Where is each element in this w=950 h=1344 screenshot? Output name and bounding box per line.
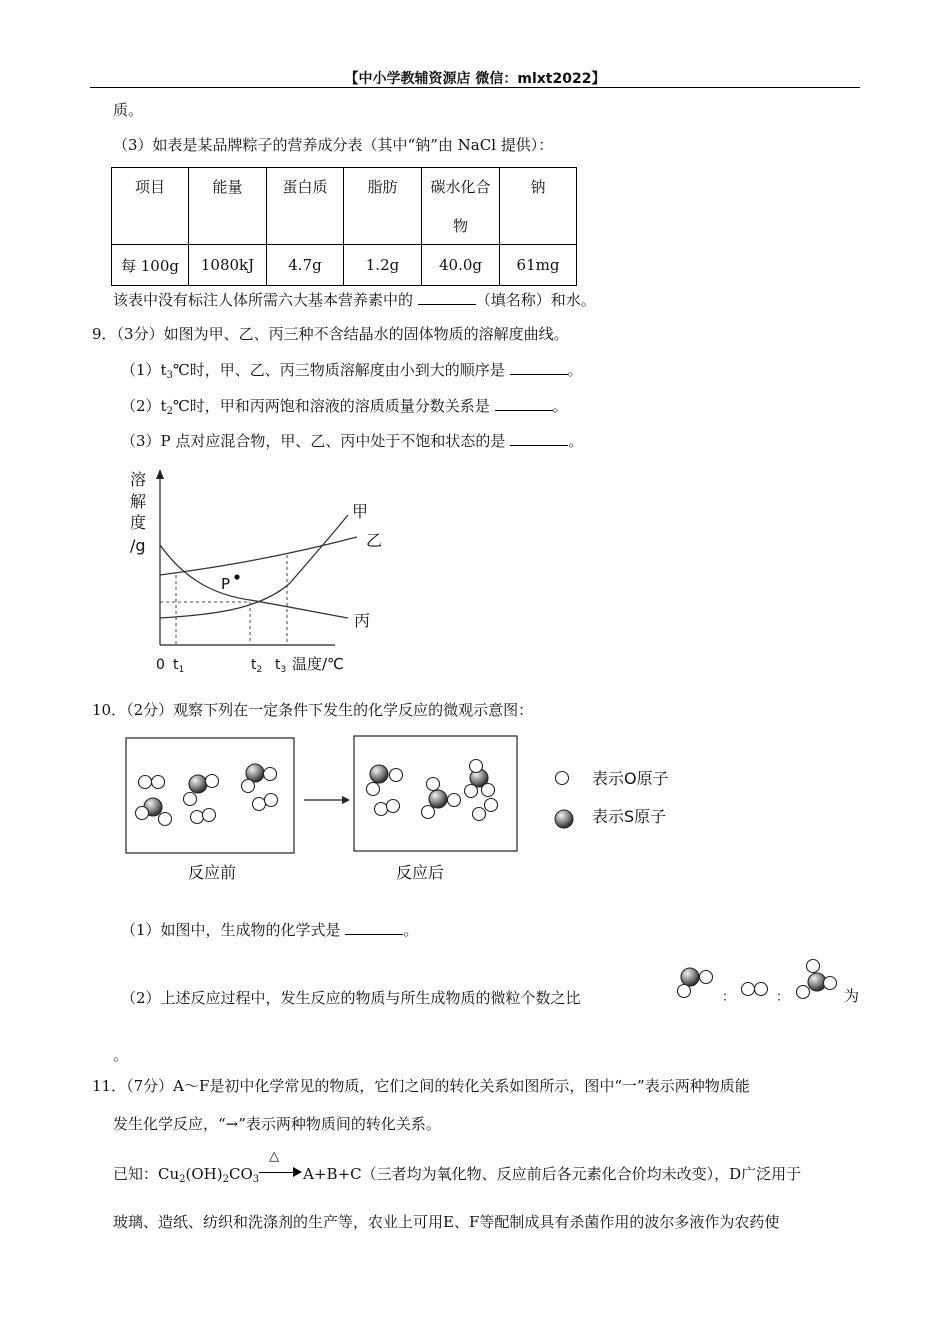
legend-s-label: 表示S原子 <box>592 807 667 826</box>
o-atom <box>390 769 403 782</box>
after-label: 反应后 <box>396 863 445 882</box>
o-atom <box>152 776 165 789</box>
o-atom <box>465 785 478 798</box>
o-atom <box>191 811 204 824</box>
o-atom <box>473 808 486 821</box>
ratio-separator: ： <box>776 990 790 1005</box>
q8-line-tail: 质。 <box>113 101 144 119</box>
heating-arrow <box>259 1149 303 1179</box>
reaction-diagram <box>120 730 700 890</box>
header-divider <box>90 87 860 88</box>
table-header-cell: 蛋白质 <box>267 168 344 245</box>
so3-o-atom <box>824 977 837 990</box>
svg-text:解: 解 <box>130 492 147 511</box>
y-axis-arrow <box>156 469 164 479</box>
o-atom <box>470 760 483 773</box>
s-atom <box>429 790 447 808</box>
so2-s-atom <box>681 968 699 986</box>
o2-o-atom <box>755 983 768 996</box>
legend-o-icon <box>556 772 569 785</box>
y-axis-label <box>130 470 146 555</box>
o-atom <box>448 794 461 807</box>
svg-text:/g: /g <box>130 536 146 555</box>
o2-o-atom <box>742 983 755 996</box>
q10-tail: 。 <box>113 1046 129 1064</box>
answer-blank[interactable] <box>495 396 553 411</box>
legend-o-label: 表示O原子 <box>592 769 669 788</box>
o-atom <box>184 793 197 806</box>
point-p-label: P <box>221 575 231 593</box>
q8-sub3: （3）如表是某品牌粽子的营养成分表（其中“钠”由 NaCl 提供）： <box>113 136 554 154</box>
table-header-cell: 项目 <box>112 168 189 245</box>
s-atom <box>370 765 388 783</box>
q9-stem: 9．（3分）如图为甲、乙、丙三种不含结晶水的固体物质的溶解度曲线。 <box>92 325 569 343</box>
o-atom <box>485 799 498 812</box>
legend-s-icon <box>555 810 573 828</box>
q9-sub3: （3）P 点对应混合物，甲、乙、丙中处于不饱和状态的是 。 <box>121 432 584 450</box>
o-atom <box>159 813 172 826</box>
o-atom <box>139 776 152 789</box>
ratio-separator: ： <box>722 990 736 1005</box>
table-header-cell: 钠 <box>500 168 577 245</box>
s-atom <box>189 775 207 793</box>
o-atom <box>136 807 149 820</box>
o-atom <box>264 768 277 781</box>
label-jia: 甲 <box>352 502 369 521</box>
q10-stem: 10．（2分）观察下列在一定条件下发生的化学反应的微观示意图： <box>92 701 534 719</box>
table-cell: 61mg <box>500 245 577 286</box>
label-bing: 丙 <box>354 611 371 630</box>
o-atom <box>422 806 435 819</box>
t1-label: $t_1$ <box>173 657 185 675</box>
answer-blank[interactable] <box>418 290 476 305</box>
svg-text:度: 度 <box>130 513 147 532</box>
t2-label: $t_2$ <box>251 657 263 675</box>
o-atom <box>367 783 380 796</box>
so2-o-atom <box>678 985 691 998</box>
answer-blank[interactable] <box>510 431 568 446</box>
q9-sub1: $(1)t_3℃$时，甲、乙、丙三物质溶解度由小到大的顺序是 。 <box>121 361 583 381</box>
o-atom <box>253 798 266 811</box>
t3-label: $t_3$ <box>275 657 287 675</box>
table-header-cell: 脂肪 <box>344 168 422 245</box>
table-header-cell: 碳水化合 物 <box>422 168 500 245</box>
o-atom <box>206 775 219 788</box>
svg-text:溶: 溶 <box>130 470 147 489</box>
o-atom <box>387 800 400 813</box>
curve-bing <box>160 545 348 618</box>
q11-stem-line1: 11．（7分）A～F是初中化学常见的物质，它们之间的转化关系如图所示，图中“一”表示两种物质能 <box>92 1077 750 1095</box>
answer-blank[interactable] <box>345 920 403 935</box>
so3-o-atom <box>807 960 820 973</box>
q11-known: 已知：$Cu_2(OH)_2CO_3$ △ A+B+C（三者均为氧化物、反应前后各元素化合价均未改变），D广泛用于 <box>113 1149 802 1185</box>
solubility-graph <box>120 465 400 680</box>
origin-label: 0 <box>156 657 165 673</box>
o-atom <box>242 780 255 793</box>
o-atom <box>203 809 216 822</box>
ratio-molecules <box>672 955 867 1005</box>
q10-sub2: （2）上述反应过程中，发生反应的物质与所生成物质的微粒个数之比 <box>121 989 581 1007</box>
reaction-arrow-head <box>342 796 350 804</box>
nutrition-table <box>111 167 577 286</box>
q11-line3: 玻璃、造纸、纺织和洗涤剂的生产等，农业上可用E、F等配制成具有杀菌作用的波尔多液作为农药使 <box>113 1213 780 1231</box>
before-label: 反应前 <box>188 863 237 882</box>
curve-jia <box>160 515 348 618</box>
q9-sub2: $(2)t_2℃$时，甲和丙两饱和溶液的溶质质量分数关系是 。 <box>121 397 568 417</box>
q11-stem-line2: 发生化学反应，“→”表示两种物质间的转化关系。 <box>113 1115 441 1133</box>
page-header: 【中小学教辅资源店 微信：mlxt2022】 <box>344 71 606 87</box>
table-cell: 每 100g <box>112 245 189 286</box>
table-cell: 40.0g <box>422 245 500 286</box>
label-yi: 乙 <box>366 531 383 550</box>
table-cell: 4.7g <box>267 245 344 286</box>
heat-symbol: △ <box>269 1149 280 1164</box>
o-atom <box>427 778 440 791</box>
so3-o-atom <box>797 986 810 999</box>
x-axis-label: 温度/℃ <box>292 655 344 673</box>
table-cell: 1.2g <box>344 245 422 286</box>
o-atom <box>265 794 278 807</box>
curve-yi <box>160 537 357 575</box>
table-cell: 1080kJ <box>189 245 267 286</box>
q8-after-table: 该表中没有标注人体所需六大基本营养素中的 （填名称）和水。 <box>113 291 596 309</box>
answer-blank[interactable] <box>510 360 568 375</box>
ratio-suffix: 为 <box>844 987 860 1005</box>
so2-o-atom <box>700 971 713 984</box>
o-atom <box>482 784 495 797</box>
point-p <box>234 574 239 579</box>
q10-sub1: （1）如图中，生成物的化学式是 。 <box>121 921 419 939</box>
table-header-cell: 能量 <box>189 168 267 245</box>
o-atom <box>375 803 388 816</box>
